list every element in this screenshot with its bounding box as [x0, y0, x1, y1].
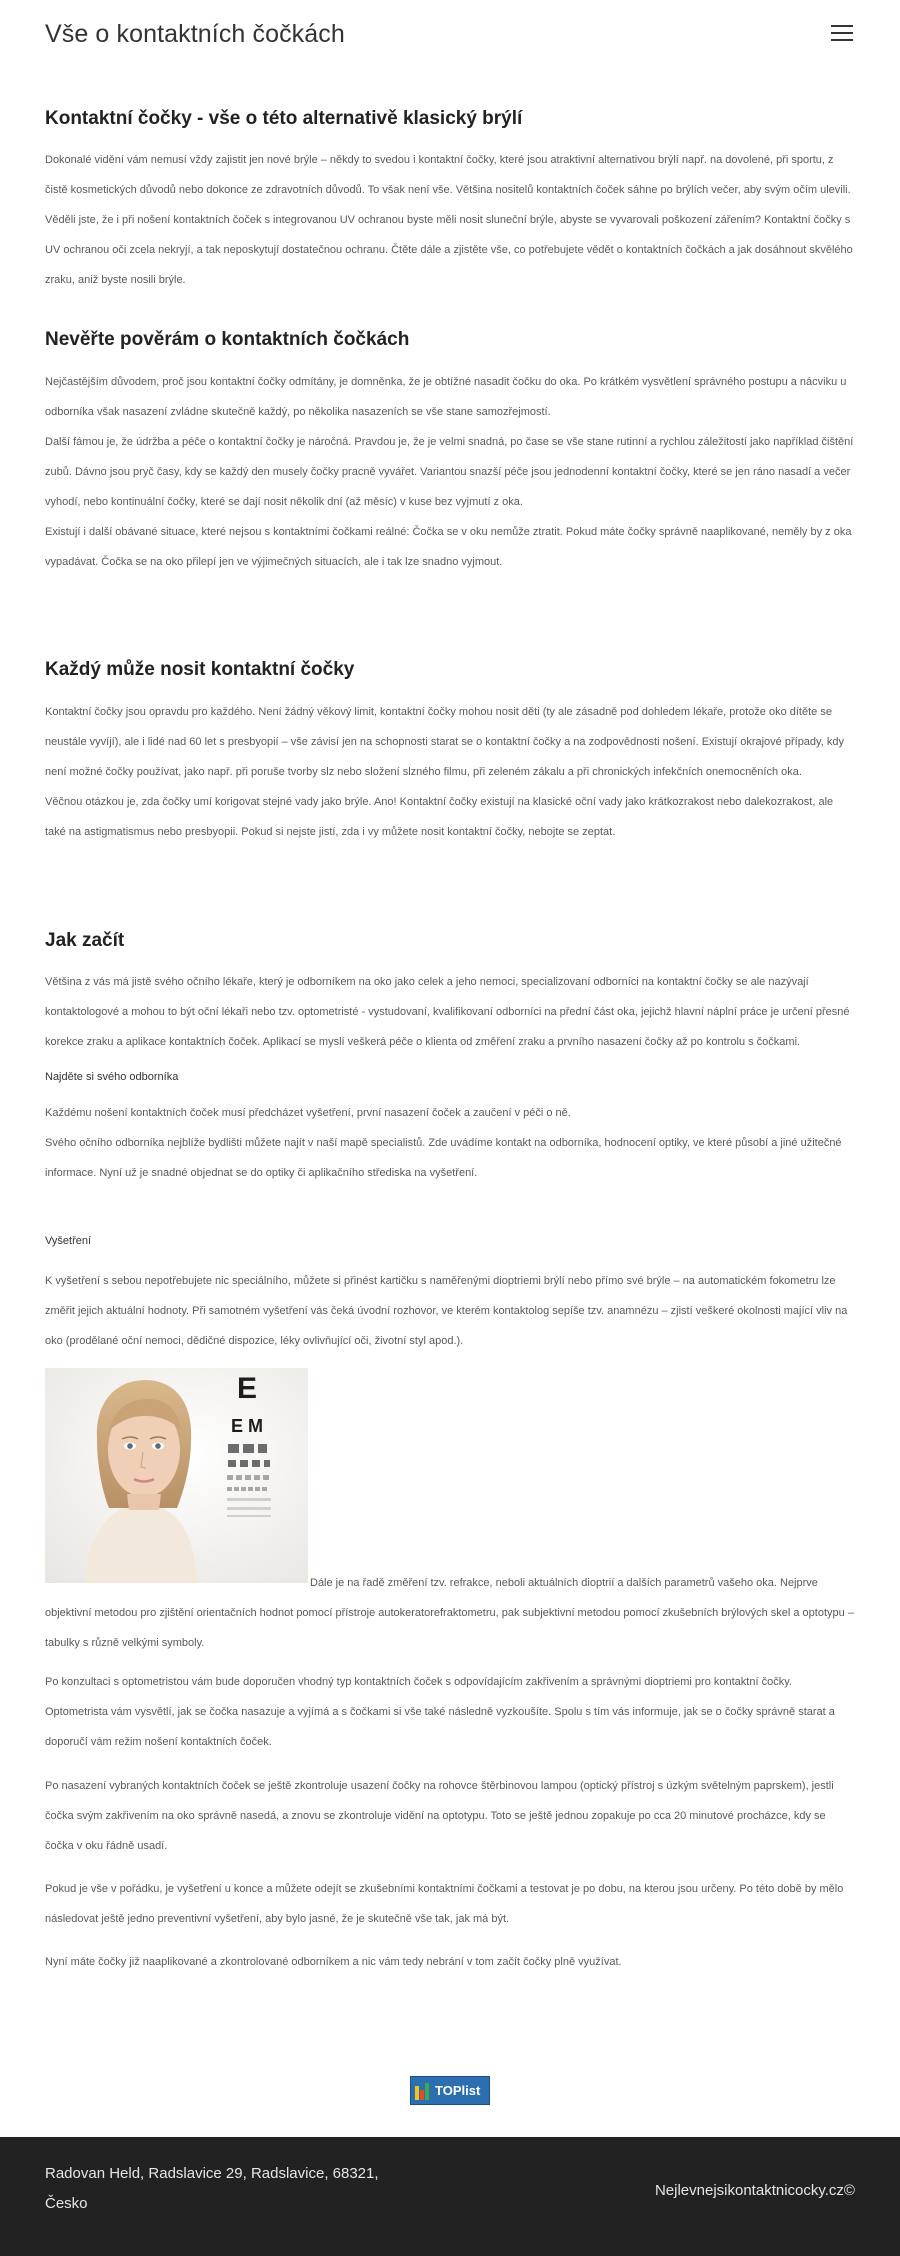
- bar-chart-icon: [415, 2082, 433, 2100]
- section-title: Každý může nosit kontaktní čočky: [45, 659, 355, 680]
- toplist-label: TOPlist: [435, 2083, 481, 2098]
- svg-text:E: E: [237, 1372, 258, 1405]
- paragraph: Dále je na řadě změření tzv. refrakce, neboli aktuálních dioptrií a dalších parametrů vašeho oka. Nejprve: [310, 1577, 818, 1589]
- woman-eye-chart-photo: [45, 1368, 308, 1583]
- paragraph: Nejčastějším důvodem, proč jsou kontaktní čočky odmítány, je domněnka, že je obtížné nasadit čočku do oka. Po krátkém vysvětlení správného postupu a nácviku u odborníka však nasazení zvládne skutečně každý, po několika nasazeních se vše stane samozřejmostí.: [45, 376, 847, 418]
- paragraph: Pokud je vše v pořádku, je vyšetření u konce a můžete odejít se zkušebními kontaktními čočkami a testovat je po dobu, na kterou jsou určeny. Po této době by mělo následovat ještě jedno preventivní vyšetření, aby bylo jasné, že je skutečně vše tak, jak má být.: [45, 1883, 844, 1925]
- section-title: Kontaktní čočky - vše o této alternativě klasický brýlí: [45, 108, 523, 129]
- toplist-badge[interactable]: [410, 2076, 490, 2105]
- paragraph: Každému nošení kontaktních čoček musí předcházet vyšetření, první nasazení čoček a zaučení v péči o ně.: [45, 1107, 571, 1119]
- hamburger-menu-icon[interactable]: [831, 25, 855, 45]
- paragraph: Věčnou otázkou je, zda čočky umí korigovat stejné vady jako brýle. Ano! Kontaktní čočky existují na klasické oční vady jako krátkozrakost nebo dalekozrakost, ale také na astigmatismus nebo presbyopii. Pokud si nejste jistí, zda i vy můžete nosit kontaktní čočky, nebojte se zeptat.: [45, 796, 834, 838]
- svg-text:E M: E M: [231, 1416, 264, 1436]
- paragraph: Nyní máte čočky již naaplikované a zkontrolované odborníkem a nic vám tedy nebrání v tom začít čočky plně využívat.: [45, 1956, 622, 1968]
- paragraph: Kontaktní čočky jsou opravdu pro každého. Není žádný věkový limit, kontaktní čočky mohou nosit děti (ty ale zásadně pod dohledem lékaře, protože oko dítěte se neustále vyvíjí), ale i lidé nad 60 let s presbyopií – vše závisí jen na schopnosti starat se o kontaktní čočky a na zodpovědnosti nošení. Existují okrajové případy, kdy není možné čočky používat, jako např. při poruše tvorby slz nebo složení slzného filmu, při zeleném zákalu a při chronických infekčních onemocněních oka.: [45, 706, 844, 778]
- subheading: Najděte si svého odborníka: [45, 1071, 179, 1083]
- paragraph: Dokonalé vidění vám nemusí vždy zajistit jen nové brýle – někdy to svedou i kontaktní čočky, které jsou atraktivní alternativou brýlí např. na dovolené, při sportu, z čistě kosmetických důvodů nebo dokonce ze zdravotních důvodů. To však není vše. Většina nositelů kontaktních čoček sáhne po brýlích večer, aby svým očím ulevili. Věděli jste, že i při nošení kontaktních čoček s integrovanou UV ochranou byste měli nosit sluneční brýle, abyste se vyvarovali poškození zářením? Kontaktní čočky s UV ochranou oči zcela nekryjí, a tak neposkytují dostatečnou ochranu. Čtěte dále a zjistěte vše, co potřebujete vědět o kontaktních čočkách a jak dosáhnout skvělého zraku, aniž byste nosili brýle.: [45, 154, 853, 286]
- paragraph: Po konzultaci s optometristou vám bude doporučen vhodný typ kontaktních čoček s odpovídajícím zakřivením a správnými dioptriemi pro kontaktní čočky. Optometrista vám vysvětlí, jak se čočka nasazuje a vyjímá a s čočkami si vše také následně vyzkoušíte. Spolu s tím vás informuje, jak se o čočky správně starat a doporučí vám režim nošení kontaktních čoček.: [45, 1676, 835, 1748]
- paragraph: Další fámou je, že údržba a péče o kontaktní čočky je náročná. Pravdou je, že je velmi snadná, po čase se vše stane rutinní a rychlou záležitostí jako například čištění zubů. Dávno jsou pryč časy, kdy se každý den musely čočky pracně vyvářet. Variantou snazší péče jsou jednodenní kontaktní čočky, které se jen ráno nasadí a večer vyhodí, nebo kontinuální čočky, které se dají nosit několik dní (až měsíc) v kuse bez vyjmutí z oka.: [45, 436, 854, 508]
- footer-address: Radovan Held, Radslavice 29, Radslavice, 68321, Česko: [45, 2165, 379, 2212]
- section-title: Nevěřte pověrám o kontaktních čočkách: [45, 329, 410, 350]
- site-title[interactable]: Vše o kontaktních čočkách: [45, 20, 345, 48]
- paragraph: Po nasazení vybraných kontaktních čoček se ještě zkontroluje usazení čočky na rohovce štěrbinovou lampou (optický přístroj s úzkým světelným paprskem), jestli čočka svým zakřivením na oko správně nasedá, a znovu se zkontroluje vidění na optotypu. Toto se ještě jednou zopakuje po cca 20 minutové procházce, kdy se čočka v oku řádně usadí.: [45, 1780, 834, 1852]
- paragraph: Většina z vás má jistě svého očního lékaře, který je odborníkem na oko jako celek a jeho nemoci, specializovaní odborníci na kontaktní čočky se ale nazývají kontaktologové a mohou to být oční lékaři nebo tzv. optometristé - vystudovaní, kvalifikovaní odborníci na přední část oka, jejichž hlavní náplní práce je určení přesné korekce zraku a aplikace kontaktních čoček. Aplikací se myslí veškerá péče o klienta od změření zraku a prvního nasazení čočky až po kontrolu s čočkami.: [45, 976, 850, 1048]
- paragraph: K vyšetření s sebou nepotřebujete nic speciálního, můžete si přinést kartičku s naměřenými dioptriemi brýlí nebo přímo své brýle – na automatickém fokometru lze změřit jejich aktuální hodnoty. Při samotném vyšetření vás čeká úvodní rozhovor, ve kterém kontaktolog sepíše tzv. anamnézu – zjistí veškeré okolnosti mající vliv na oko (prodělané oční nemoci, dědičné dispozice, léky ovlivňující oči, životní styl apod.).: [45, 1275, 848, 1347]
- subheading: Vyšetření: [45, 1235, 92, 1247]
- footer-copyright[interactable]: Nejlevnejsikontaktnicocky.cz©: [654, 2182, 855, 2199]
- paragraph: Existují i další obávané situace, které nejsou s kontaktními čočkami reálné: Čočka se v oku nemůže ztratit. Pokud máte čočky správně naaplikované, neměly by z oka vypadávat. Čočka se na oko přilepí jen ve výjimečných situacích, ale i tak lze snadno vyjmout.: [45, 526, 852, 568]
- paragraph: Svého očního odborníka nejblíže bydlišti můžete najít v naší mapě specialistů. Zde uvádíme kontakt na odborníka, hodnocení optiky, ve které působí a jiné užitečné informace. Nyní už je snadné objednat se do optiky či aplikačního střediska na vyšetření.: [45, 1137, 842, 1179]
- section-title: Jak začít: [45, 930, 125, 951]
- site-header: [0, 0, 900, 70]
- site-footer: [0, 2137, 900, 2256]
- paragraph: objektivní metodou pro zjištění orientačních hodnot pomocí přístroje autokeratorefraktometru, pak subjektivní metodou pomocí zkušebních brýlových skel a optotypu – tabulky s různě velkými symboly.: [45, 1607, 854, 1649]
